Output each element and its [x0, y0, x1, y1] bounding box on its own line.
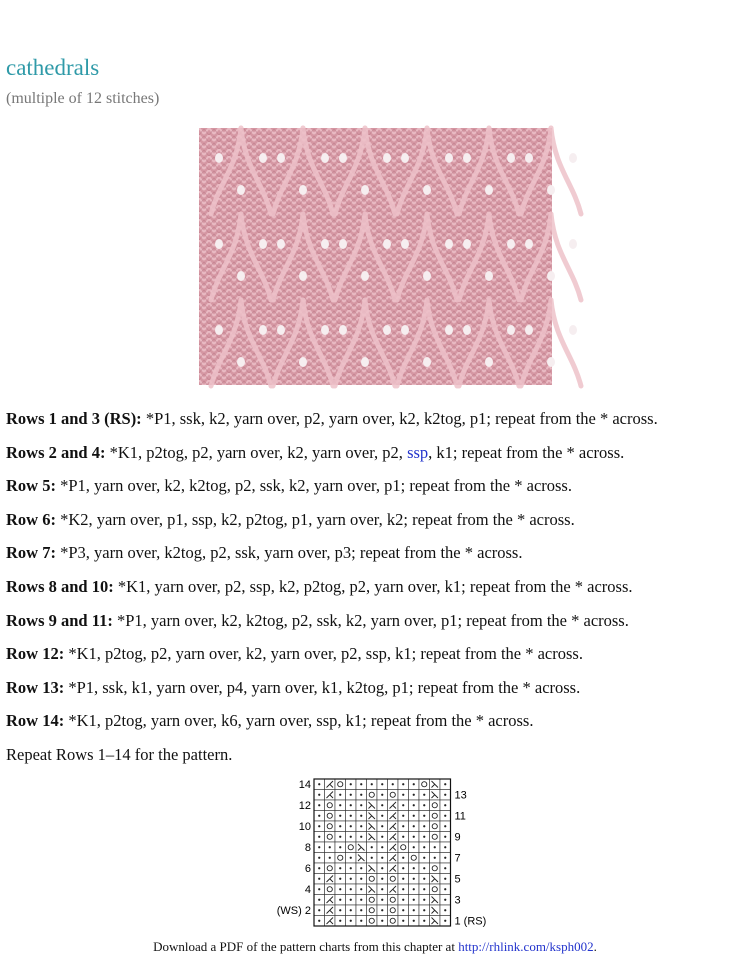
purl-dot	[350, 794, 352, 796]
purl-dot	[423, 920, 425, 922]
purl-dot	[381, 783, 383, 785]
chart-cell	[388, 874, 399, 885]
purl-dot	[444, 920, 446, 922]
purl-dot	[350, 825, 352, 827]
purl-dot	[423, 899, 425, 901]
purl-dot	[423, 804, 425, 806]
purl-dot	[339, 878, 341, 880]
knit-swatch-photo	[199, 128, 552, 385]
chart-cell	[398, 842, 409, 853]
purl-dot	[423, 909, 425, 911]
chart-cell	[430, 884, 441, 895]
purl-dot	[402, 783, 404, 785]
chart-row-label: 13	[454, 789, 467, 802]
download-note: Download a PDF of the pattern charts from this chapter at http://rhlink.com/ksph002.	[153, 939, 597, 954]
chart-cell	[430, 832, 441, 843]
pattern-title: cathedrals	[6, 55, 100, 80]
purl-dot	[350, 899, 352, 901]
chart-cell	[388, 905, 399, 916]
chart-cell	[346, 842, 357, 853]
purl-dot	[444, 857, 446, 859]
purl-dot	[339, 899, 341, 901]
purl-dot	[339, 888, 341, 890]
chart-row-label: 3	[454, 894, 461, 907]
instruction-row-7: Row 7: *P3, yarn over, k2tog, p2, ssk, yarn over, p3; repeat from the * across.	[6, 543, 523, 563]
chart-row-label: 6	[304, 862, 311, 875]
chart-cell	[325, 863, 336, 874]
purl-dot	[444, 867, 446, 869]
chart-cell	[430, 811, 441, 822]
purl-dot	[444, 804, 446, 806]
purl-dot	[423, 836, 425, 838]
instruction-row-6: Row 6: *K2, yarn over, p1, ssp, k2, p2tog, p1, yarn over, k2; repeat from the * across.	[6, 509, 575, 529]
purl-dot	[318, 794, 320, 796]
purl-dot	[402, 857, 404, 859]
purl-dot	[423, 825, 425, 827]
purl-dot	[413, 836, 415, 838]
purl-dot	[360, 836, 362, 838]
purl-dot	[381, 867, 383, 869]
purl-dot	[413, 825, 415, 827]
purl-dot	[360, 899, 362, 901]
instruction-row-9-11: Rows 9 and 11: *P1, yarn over, k2, k2tog, p2, ssk, k2, yarn over, p1; repeat from the * across.	[6, 610, 629, 630]
purl-dot	[444, 878, 446, 880]
instruction-row-2-4: Rows 2 and 4: *K1, p2tog, p2, yarn over, k2, yarn over, p2, ssp, k1; repeat from the * across.	[6, 442, 625, 462]
purl-dot	[339, 836, 341, 838]
purl-dot	[402, 836, 404, 838]
purl-dot	[350, 783, 352, 785]
purl-dot	[318, 899, 320, 901]
chart-cell	[419, 779, 430, 790]
chart-cell	[388, 916, 399, 927]
chart-cell	[367, 916, 378, 927]
purl-dot	[392, 783, 394, 785]
ssp-link[interactable]: ssp	[407, 442, 429, 462]
chart-row-label: 14	[298, 778, 311, 791]
purl-dot	[381, 899, 383, 901]
purl-dot	[318, 783, 320, 785]
purl-dot	[402, 920, 404, 922]
purl-dot	[444, 909, 446, 911]
row-instructions	[6, 402, 746, 772]
purl-dot	[350, 815, 352, 817]
chart-row-label: 10	[298, 820, 311, 833]
chart-cell	[325, 800, 336, 811]
purl-dot	[434, 857, 436, 859]
purl-dot	[318, 878, 320, 880]
purl-dot	[381, 836, 383, 838]
purl-dot	[371, 783, 373, 785]
chart-cell	[335, 779, 346, 790]
purl-dot	[360, 783, 362, 785]
purl-dot	[402, 825, 404, 827]
purl-dot	[402, 909, 404, 911]
purl-dot	[350, 878, 352, 880]
purl-dot	[402, 878, 404, 880]
purl-dot	[434, 846, 436, 848]
purl-dot	[423, 888, 425, 890]
stitch-chart	[270, 775, 487, 928]
purl-dot	[350, 920, 352, 922]
purl-dot	[318, 909, 320, 911]
chart-row-label: 1 (RS)	[454, 915, 487, 928]
purl-dot	[402, 794, 404, 796]
chart-cell	[325, 832, 336, 843]
purl-dot	[329, 846, 331, 848]
download-link[interactable]: http://rhlink.com/ksph002	[458, 939, 594, 954]
purl-dot	[339, 846, 341, 848]
chart-cell	[335, 853, 346, 864]
purl-dot	[381, 857, 383, 859]
purl-dot	[413, 888, 415, 890]
purl-dot	[318, 815, 320, 817]
purl-dot	[444, 794, 446, 796]
chart-cell	[430, 863, 441, 874]
purl-dot	[413, 846, 415, 848]
chart-cell	[367, 790, 378, 801]
purl-dot	[444, 825, 446, 827]
instruction-row-8-10: Rows 8 and 10: *K1, yarn over, p2, ssp, k2, p2tog, p2, yarn over, k1; repeat from the * across.	[6, 576, 633, 596]
purl-dot	[423, 867, 425, 869]
purl-dot	[350, 857, 352, 859]
purl-dot	[318, 920, 320, 922]
purl-dot	[423, 815, 425, 817]
purl-dot	[413, 867, 415, 869]
purl-dot	[381, 920, 383, 922]
chart-cell	[325, 811, 336, 822]
purl-dot	[423, 857, 425, 859]
purl-dot	[350, 888, 352, 890]
chart-row-label: 4	[304, 883, 311, 896]
purl-dot	[339, 909, 341, 911]
chart-row-label: 8	[304, 841, 311, 854]
chart-row-label: 11	[454, 810, 466, 823]
purl-dot	[413, 878, 415, 880]
purl-dot	[444, 899, 446, 901]
chart-cell	[325, 884, 336, 895]
purl-dot	[360, 804, 362, 806]
chart-cell	[325, 821, 336, 832]
purl-dot	[360, 909, 362, 911]
purl-dot	[371, 857, 373, 859]
purl-dot	[381, 878, 383, 880]
purl-dot	[402, 804, 404, 806]
purl-dot	[381, 815, 383, 817]
purl-dot	[371, 846, 373, 848]
chart-row-label: 7	[454, 852, 461, 865]
chart-row-label: (WS) 2	[276, 904, 311, 917]
purl-dot	[381, 794, 383, 796]
instruction-row-1-3: Rows 1 and 3 (RS): *P1, ssk, k2, yarn over, p2, yarn over, k2, k2tog, p1; repeat from the * across.	[6, 409, 658, 428]
chart-row-label: 12	[298, 799, 311, 812]
repeat-note: Repeat Rows 1–14 for the pattern.	[6, 744, 233, 764]
chart-cell	[367, 874, 378, 885]
purl-dot	[423, 846, 425, 848]
chart-cell	[430, 821, 441, 832]
purl-dot	[423, 794, 425, 796]
purl-dot	[413, 783, 415, 785]
instruction-row-5: Row 5: *P1, yarn over, k2, k2tog, p2, ssk, k2, yarn over, p1; repeat from the * across.	[6, 476, 572, 496]
purl-dot	[360, 867, 362, 869]
chart-cell	[388, 790, 399, 801]
purl-dot	[402, 867, 404, 869]
purl-dot	[402, 815, 404, 817]
instruction-row-13: Row 13: *P1, ssk, k1, yarn over, p4, yarn over, k1, k2tog, p1; repeat from the * across.	[6, 677, 581, 697]
purl-dot	[413, 794, 415, 796]
purl-dot	[339, 867, 341, 869]
instruction-row-12: Row 12: *K1, p2tog, p2, yarn over, k2, yarn over, p2, ssp, k1; repeat from the * across.	[6, 644, 583, 664]
purl-dot	[339, 825, 341, 827]
purl-dot	[402, 888, 404, 890]
purl-dot	[444, 836, 446, 838]
purl-dot	[350, 867, 352, 869]
purl-dot	[350, 909, 352, 911]
purl-dot	[360, 920, 362, 922]
chart-cell	[430, 800, 441, 811]
purl-dot	[381, 846, 383, 848]
purl-dot	[339, 794, 341, 796]
purl-dot	[339, 804, 341, 806]
purl-dot	[360, 888, 362, 890]
purl-dot	[381, 909, 383, 911]
purl-dot	[381, 804, 383, 806]
purl-dot	[444, 846, 446, 848]
purl-dot	[444, 888, 446, 890]
purl-dot	[350, 836, 352, 838]
purl-dot	[318, 857, 320, 859]
purl-dot	[381, 888, 383, 890]
chart-cell	[367, 905, 378, 916]
purl-dot	[381, 825, 383, 827]
purl-dot	[360, 825, 362, 827]
purl-dot	[318, 846, 320, 848]
purl-dot	[413, 815, 415, 817]
chart-cell	[388, 895, 399, 906]
purl-dot	[329, 857, 331, 859]
purl-dot	[444, 815, 446, 817]
instruction-row-14: Row 14: *K1, p2tog, yarn over, k6, yarn over, ssp, k1; repeat from the * across.	[6, 711, 534, 731]
purl-dot	[444, 783, 446, 785]
purl-dot	[339, 815, 341, 817]
purl-dot	[413, 899, 415, 901]
purl-dot	[360, 878, 362, 880]
purl-dot	[413, 804, 415, 806]
purl-dot	[413, 909, 415, 911]
purl-dot	[318, 804, 320, 806]
stitch-multiple: (multiple of 12 stitches)	[6, 90, 160, 107]
purl-dot	[318, 825, 320, 827]
purl-dot	[360, 815, 362, 817]
purl-dot	[339, 920, 341, 922]
purl-dot	[318, 836, 320, 838]
chart-row-label: 5	[454, 873, 461, 886]
chart-cell	[409, 853, 420, 864]
chart-cell	[367, 895, 378, 906]
purl-dot	[350, 804, 352, 806]
purl-dot	[318, 867, 320, 869]
chart-row-label: 9	[454, 831, 461, 844]
purl-dot	[360, 794, 362, 796]
purl-dot	[423, 878, 425, 880]
purl-dot	[413, 920, 415, 922]
purl-dot	[318, 888, 320, 890]
purl-dot	[402, 899, 404, 901]
